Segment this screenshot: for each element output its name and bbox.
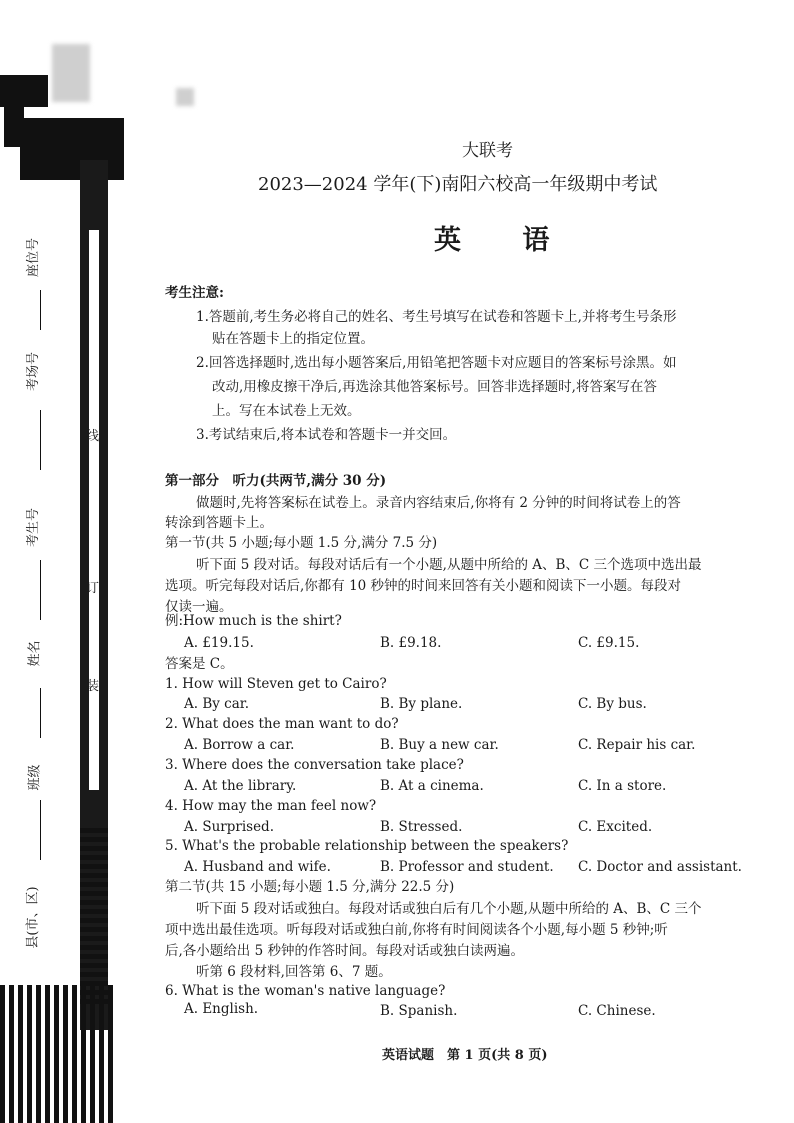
binding-stripe — [54, 985, 59, 1123]
binding-stripe — [80, 882, 108, 887]
blank-line — [40, 688, 41, 738]
question-5: 5. What's the probable relationship between the speakers? — [165, 838, 569, 854]
binding-stripe — [63, 985, 68, 1123]
cut-mark: 线 — [86, 429, 100, 444]
binding-stripe — [80, 954, 108, 959]
note-1-cont: 贴在答题卡上的指定位置。 — [212, 331, 374, 347]
binding-stripe — [80, 837, 108, 842]
binding-stripe — [80, 900, 108, 905]
note-1: 1.答题前,考生务必将自己的姓名、考生号填写在试卷和答题卡上,并将考生号条形 — [196, 309, 677, 325]
student-number-label: 考生号 — [26, 507, 42, 548]
example-option-c: C. £9.15. — [578, 635, 640, 651]
q3-option-c: C. In a store. — [578, 778, 667, 794]
binding-stripe — [80, 963, 108, 968]
q6-option-b: B. Spanish. — [380, 1003, 458, 1019]
binding-stripe — [80, 873, 108, 878]
binding-stripe — [9, 985, 14, 1123]
q3-option-b: B. At a cinema. — [380, 778, 484, 794]
name-label: 姓名 — [27, 640, 43, 667]
section1-instructions: 听下面 5 段对话。每段对话后有一个小题,从题中所给的 A、B、C 三个选项中选出最 — [196, 557, 702, 573]
blank-line — [40, 800, 41, 860]
binding-stripe — [80, 945, 108, 950]
blank-line — [40, 290, 41, 330]
note-2: 2.回答选择题时,选出每小题答案后,用铅笔把答题卡对应题目的答案标号涂黑。如 — [196, 355, 677, 371]
note-2-cont: 改动,用橡皮擦干净后,再选涂其他答案标号。回答非选择题时,将答案写在答 — [212, 379, 657, 395]
scan-smudge — [176, 88, 194, 106]
section2-heading: 第二节(共 15 小题;每小题 1.5 分,满分 22.5 分) — [165, 879, 455, 895]
example-option-b: B. £9.18. — [380, 635, 442, 651]
notes-heading: 考生注意: — [165, 285, 224, 301]
question-3: 3. Where does the conversation take place? — [165, 757, 464, 773]
binding-stripe — [36, 985, 41, 1123]
question-1: 1. How will Steven get to Cairo? — [165, 676, 387, 692]
q4-option-b: B. Stressed. — [380, 819, 463, 835]
example-question: 例:How much is the shirt? — [165, 613, 342, 629]
note-2-cont: 上。写在本试卷上无效。 — [212, 403, 361, 419]
cut-mark: 装 — [86, 679, 100, 694]
binding-stripe — [0, 985, 5, 1123]
binding-stripe — [45, 985, 50, 1123]
section2-instructions-cont: 项中选出最佳选项。听每段对话或独白前,你将有时间阅读各个小题,每小题 5 秒钟;听 — [165, 922, 668, 938]
cut-mark: 订 — [86, 581, 100, 596]
q1-option-b: B. By plane. — [380, 696, 463, 712]
section1-heading: 第一节(共 5 小题;每小题 1.5 分,满分 7.5 分) — [165, 535, 438, 551]
binding-stripe — [99, 985, 104, 1123]
binding-block — [20, 118, 124, 180]
binding-stripe — [81, 985, 86, 1123]
binding-stripe — [72, 985, 77, 1123]
q2-option-a: A. Borrow a car. — [184, 737, 295, 753]
part1-intro-cont: 转涂到答题卡上。 — [165, 515, 273, 531]
page-footer: 英语试题 第 1 页(共 8 页) — [382, 1048, 548, 1063]
binding-stripe — [80, 909, 108, 914]
example-option-a: A. £19.15. — [184, 635, 254, 651]
binding-stripe — [80, 891, 108, 896]
binding-stripe — [80, 918, 108, 923]
question-4: 4. How may the man feel now? — [165, 798, 377, 814]
q2-option-c: C. Repair his car. — [578, 737, 696, 753]
scan-smudge — [52, 44, 90, 102]
binding-stripe — [80, 972, 108, 977]
question-2: 2. What does the man want to do? — [165, 716, 399, 732]
binding-stripe — [80, 846, 108, 851]
q5-option-c: C. Doctor and assistant. — [578, 859, 742, 875]
q1-option-c: C. By bus. — [578, 696, 647, 712]
binding-stripe — [80, 936, 108, 941]
binding-stripe — [80, 828, 108, 833]
q3-option-a: A. At the library. — [184, 778, 297, 794]
class-label: 班级 — [27, 764, 43, 791]
q4-option-a: A. Surprised. — [184, 819, 274, 835]
binding-stripe — [80, 864, 108, 869]
section1-instructions-cont: 仅读一遍。 — [165, 599, 233, 615]
binding-strip-inner — [89, 230, 99, 790]
subject-title: 英 语 — [434, 225, 576, 256]
section2-instructions: 听下面 5 段对话或独白。每段对话或独白后有几个小题,从题中所给的 A、B、C 三个 — [196, 901, 702, 917]
q6-option-c: C. Chinese. — [578, 1003, 656, 1019]
binding-block — [0, 75, 48, 107]
section1-instructions-cont: 选项。听完每段对话后,你都有 10 秒钟的时间来回答有关小题和阅读下一小题。每段对 — [165, 578, 682, 594]
q5-option-b: B. Professor and student. — [380, 859, 554, 875]
binding-stripe — [90, 985, 95, 1123]
binding-stripe — [80, 927, 108, 932]
county-label: 县(市、区) — [25, 886, 41, 949]
section2-instructions-cont: 后,各小题给出 5 秒钟的作答时间。每段对话或独白读两遍。 — [165, 943, 524, 959]
binding-stripe — [27, 985, 32, 1123]
series-title: 大联考 — [462, 141, 513, 161]
binding-stripe — [80, 855, 108, 860]
part1-intro: 做题时,先将答案标在试卷上。录音内容结束后,你将有 2 分钟的时间将试卷上的答 — [196, 495, 681, 511]
question-6: 6. What is the woman's native language? — [165, 983, 446, 999]
material-6: 听第 6 段材料,回答第 6、7 题。 — [196, 964, 392, 980]
q6-option-a: A. English. — [184, 1001, 259, 1017]
q4-option-c: C. Excited. — [578, 819, 653, 835]
seat-number-label: 座位号 — [26, 237, 42, 278]
example-answer: 答案是 C。 — [165, 656, 234, 672]
binding-stripe — [18, 985, 23, 1123]
binding-stripe — [108, 985, 113, 1123]
exam-room-label: 考场号 — [26, 351, 42, 392]
q5-option-a: A. Husband and wife. — [184, 859, 331, 875]
blank-line — [40, 410, 41, 470]
exam-title: 2023—2024 学年(下)南阳六校高一年级期中考试 — [258, 174, 658, 195]
note-3: 3.考试结束后,将本试卷和答题卡一并交回。 — [196, 427, 457, 443]
blank-line — [40, 560, 41, 620]
part1-heading: 第一部分 听力(共两节,满分 30 分) — [165, 473, 387, 489]
q1-option-a: A. By car. — [184, 696, 250, 712]
q2-option-b: B. Buy a new car. — [380, 737, 499, 753]
